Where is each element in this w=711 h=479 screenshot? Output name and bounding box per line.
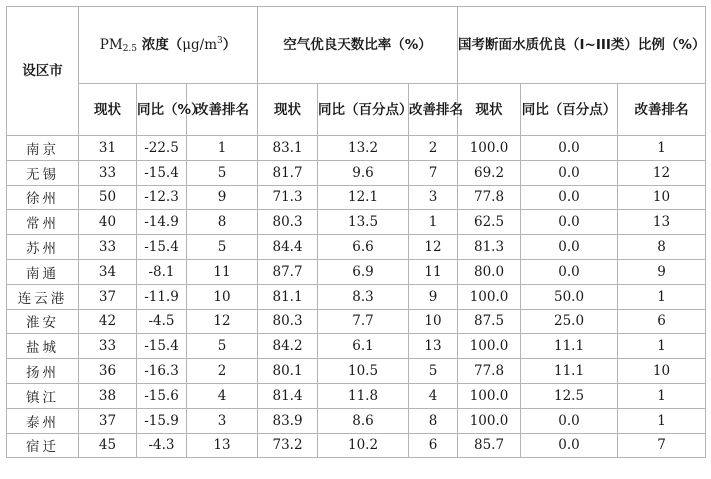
cell-air-yoy: 7.7 <box>318 309 409 334</box>
cell-air-yoy: 6.9 <box>318 259 409 284</box>
cell-water-rank: 12 <box>618 160 706 185</box>
cell-pm-yoy: -4.5 <box>137 309 187 334</box>
cell-air-yoy: 8.3 <box>318 284 409 309</box>
cell-water-yoy: 0.0 <box>521 210 618 235</box>
cell-pm-rank: 4 <box>187 383 258 408</box>
cell-air-rank: 3 <box>409 185 458 210</box>
cell-air-rank: 5 <box>409 359 458 384</box>
cell-city: 南通 <box>7 259 79 284</box>
table-row <box>7 160 706 185</box>
cell-city: 泰州 <box>7 408 79 433</box>
header-air-current: 现状 <box>258 84 318 136</box>
cell-air-current: 83.9 <box>258 408 318 433</box>
cell-water-yoy: 50.0 <box>521 284 618 309</box>
cell-pm-yoy: -16.3 <box>137 359 187 384</box>
cell-pm-rank: 1 <box>187 136 258 161</box>
cell-pm-yoy: -11.9 <box>137 284 187 309</box>
cell-pm-current: 45 <box>79 433 137 458</box>
cell-air-yoy: 9.6 <box>318 160 409 185</box>
cell-air-current: 84.4 <box>258 235 318 260</box>
cell-water-yoy: 11.1 <box>521 334 618 359</box>
cell-pm-rank: 5 <box>187 334 258 359</box>
cell-water-current: 77.8 <box>458 185 521 210</box>
cell-pm-current: 40 <box>79 210 137 235</box>
cell-water-rank: 10 <box>618 185 706 210</box>
header-water-yoy: 同比（百分点） <box>521 84 618 136</box>
environment-table-container <box>6 6 706 458</box>
cell-water-current: 100.0 <box>458 383 521 408</box>
cell-water-rank: 1 <box>618 136 706 161</box>
table-row <box>7 433 706 458</box>
header-pm-current: 现状 <box>79 84 137 136</box>
cell-pm-yoy: -15.4 <box>137 334 187 359</box>
cell-air-rank: 7 <box>409 160 458 185</box>
cell-air-yoy: 8.6 <box>318 408 409 433</box>
cell-water-yoy: 0.0 <box>521 160 618 185</box>
cell-water-rank: 6 <box>618 309 706 334</box>
cell-air-current: 81.7 <box>258 160 318 185</box>
cell-water-current: 77.8 <box>458 359 521 384</box>
cell-city: 连云港 <box>7 284 79 309</box>
cell-water-rank: 13 <box>618 210 706 235</box>
cell-air-yoy: 11.8 <box>318 383 409 408</box>
cell-pm-yoy: -14.9 <box>137 210 187 235</box>
cell-city: 徐州 <box>7 185 79 210</box>
pm25-close: ） <box>222 37 237 53</box>
pm25-label: 浓度（ <box>137 37 183 53</box>
header-water-rank: 改善排名 <box>618 84 706 136</box>
cell-water-rank: 1 <box>618 284 706 309</box>
cell-water-current: 100.0 <box>458 408 521 433</box>
cell-water-yoy: 11.1 <box>521 359 618 384</box>
cell-pm-current: 38 <box>79 383 137 408</box>
cell-air-current: 81.4 <box>258 383 318 408</box>
cell-air-yoy: 6.6 <box>318 235 409 260</box>
pm25-prefix: PM <box>99 37 123 53</box>
table-row <box>7 235 706 260</box>
table-row <box>7 136 706 161</box>
cell-pm-rank: 3 <box>187 408 258 433</box>
header-pm-yoy: 同比（%） <box>137 84 187 136</box>
cell-water-current: 80.0 <box>458 259 521 284</box>
cell-water-current: 69.2 <box>458 160 521 185</box>
header-row-sub <box>7 84 706 136</box>
cell-water-current: 100.0 <box>458 284 521 309</box>
environment-quality-table <box>6 6 706 458</box>
cell-water-yoy: 0.0 <box>521 235 618 260</box>
header-air-yoy: 同比（百分点） <box>318 84 409 136</box>
header-pm25 <box>79 7 258 84</box>
cell-pm-current: 37 <box>79 284 137 309</box>
cell-pm-yoy: -15.4 <box>137 235 187 260</box>
cell-city: 南京 <box>7 136 79 161</box>
header-row-groups <box>7 7 706 84</box>
cell-pm-current: 42 <box>79 309 137 334</box>
pm25-unit: μg/m <box>182 37 217 53</box>
cell-pm-current: 50 <box>79 185 137 210</box>
cell-pm-yoy: -15.4 <box>137 160 187 185</box>
cell-water-yoy: 25.0 <box>521 309 618 334</box>
cell-air-rank: 11 <box>409 259 458 284</box>
table-row <box>7 334 706 359</box>
cell-pm-rank: 2 <box>187 359 258 384</box>
table-row <box>7 210 706 235</box>
cell-city: 宿迁 <box>7 433 79 458</box>
cell-air-yoy: 10.2 <box>318 433 409 458</box>
table-row <box>7 284 706 309</box>
cell-pm-rank: 5 <box>187 235 258 260</box>
cell-air-current: 73.2 <box>258 433 318 458</box>
header-air-quality: 空气优良天数比率（%） <box>258 7 458 84</box>
cell-water-yoy: 0.0 <box>521 408 618 433</box>
cell-air-current: 71.3 <box>258 185 318 210</box>
cell-water-current: 85.7 <box>458 433 521 458</box>
table-row <box>7 185 706 210</box>
cell-air-current: 83.1 <box>258 136 318 161</box>
header-air-rank: 改善排名 <box>409 84 458 136</box>
cell-water-rank: 10 <box>618 359 706 384</box>
cell-air-rank: 12 <box>409 235 458 260</box>
cell-water-yoy: 0.0 <box>521 259 618 284</box>
cell-water-rank: 8 <box>618 235 706 260</box>
cell-air-current: 84.2 <box>258 334 318 359</box>
cell-pm-current: 37 <box>79 408 137 433</box>
cell-air-rank: 8 <box>409 408 458 433</box>
header-water-current: 现状 <box>458 84 521 136</box>
cell-air-yoy: 13.2 <box>318 136 409 161</box>
table-row <box>7 309 706 334</box>
pm25-subscript: 2.5 <box>122 44 138 54</box>
cell-water-current: 62.5 <box>458 210 521 235</box>
cell-water-rank: 1 <box>618 334 706 359</box>
cell-pm-current: 36 <box>79 359 137 384</box>
cell-pm-rank: 13 <box>187 433 258 458</box>
header-water-quality: 国考断面水质优良（Ⅰ~III类）比例（%） <box>458 7 706 84</box>
table-row <box>7 359 706 384</box>
cell-air-rank: 1 <box>409 210 458 235</box>
cell-water-rank: 1 <box>618 383 706 408</box>
cell-air-current: 80.3 <box>258 309 318 334</box>
table-row <box>7 259 706 284</box>
cell-water-current: 100.0 <box>458 334 521 359</box>
cell-water-yoy: 0.0 <box>521 185 618 210</box>
cell-pm-yoy: -12.3 <box>137 185 187 210</box>
cell-pm-yoy: -15.6 <box>137 383 187 408</box>
cell-water-rank: 9 <box>618 259 706 284</box>
cell-air-current: 81.1 <box>258 284 318 309</box>
cell-water-current: 87.5 <box>458 309 521 334</box>
cell-water-current: 100.0 <box>458 136 521 161</box>
cell-water-yoy: 12.5 <box>521 383 618 408</box>
cell-air-rank: 13 <box>409 334 458 359</box>
pm25-unit-superscript: 3 <box>217 36 223 46</box>
table-body <box>7 136 706 458</box>
cell-pm-yoy: -22.5 <box>137 136 187 161</box>
header-city: 设区市 <box>7 7 79 136</box>
cell-air-current: 87.7 <box>258 259 318 284</box>
cell-pm-current: 33 <box>79 334 137 359</box>
cell-pm-rank: 10 <box>187 284 258 309</box>
cell-water-rank: 1 <box>618 408 706 433</box>
cell-city: 无锡 <box>7 160 79 185</box>
cell-air-rank: 10 <box>409 309 458 334</box>
table-row <box>7 383 706 408</box>
cell-air-rank: 2 <box>409 136 458 161</box>
cell-air-rank: 9 <box>409 284 458 309</box>
cell-pm-current: 33 <box>79 160 137 185</box>
cell-pm-rank: 11 <box>187 259 258 284</box>
cell-pm-rank: 5 <box>187 160 258 185</box>
cell-water-yoy: 0.0 <box>521 136 618 161</box>
cell-city: 苏州 <box>7 235 79 260</box>
cell-city: 常州 <box>7 210 79 235</box>
cell-air-yoy: 6.1 <box>318 334 409 359</box>
cell-city: 镇江 <box>7 383 79 408</box>
cell-air-current: 80.1 <box>258 359 318 384</box>
cell-pm-current: 31 <box>79 136 137 161</box>
cell-water-yoy: 0.0 <box>521 433 618 458</box>
cell-pm-rank: 12 <box>187 309 258 334</box>
cell-air-current: 80.3 <box>258 210 318 235</box>
cell-city: 扬州 <box>7 359 79 384</box>
cell-pm-yoy: -15.9 <box>137 408 187 433</box>
header-pm-rank: 改善排名 <box>187 84 258 136</box>
cell-pm-rank: 9 <box>187 185 258 210</box>
cell-water-rank: 7 <box>618 433 706 458</box>
cell-pm-yoy: -4.3 <box>137 433 187 458</box>
cell-pm-current: 34 <box>79 259 137 284</box>
cell-air-rank: 4 <box>409 383 458 408</box>
cell-city: 淮安 <box>7 309 79 334</box>
cell-city: 盐城 <box>7 334 79 359</box>
cell-water-current: 81.3 <box>458 235 521 260</box>
cell-pm-current: 33 <box>79 235 137 260</box>
cell-pm-yoy: -8.1 <box>137 259 187 284</box>
cell-pm-rank: 8 <box>187 210 258 235</box>
cell-air-rank: 6 <box>409 433 458 458</box>
cell-air-yoy: 10.5 <box>318 359 409 384</box>
cell-air-yoy: 12.1 <box>318 185 409 210</box>
table-row <box>7 408 706 433</box>
cell-air-yoy: 13.5 <box>318 210 409 235</box>
